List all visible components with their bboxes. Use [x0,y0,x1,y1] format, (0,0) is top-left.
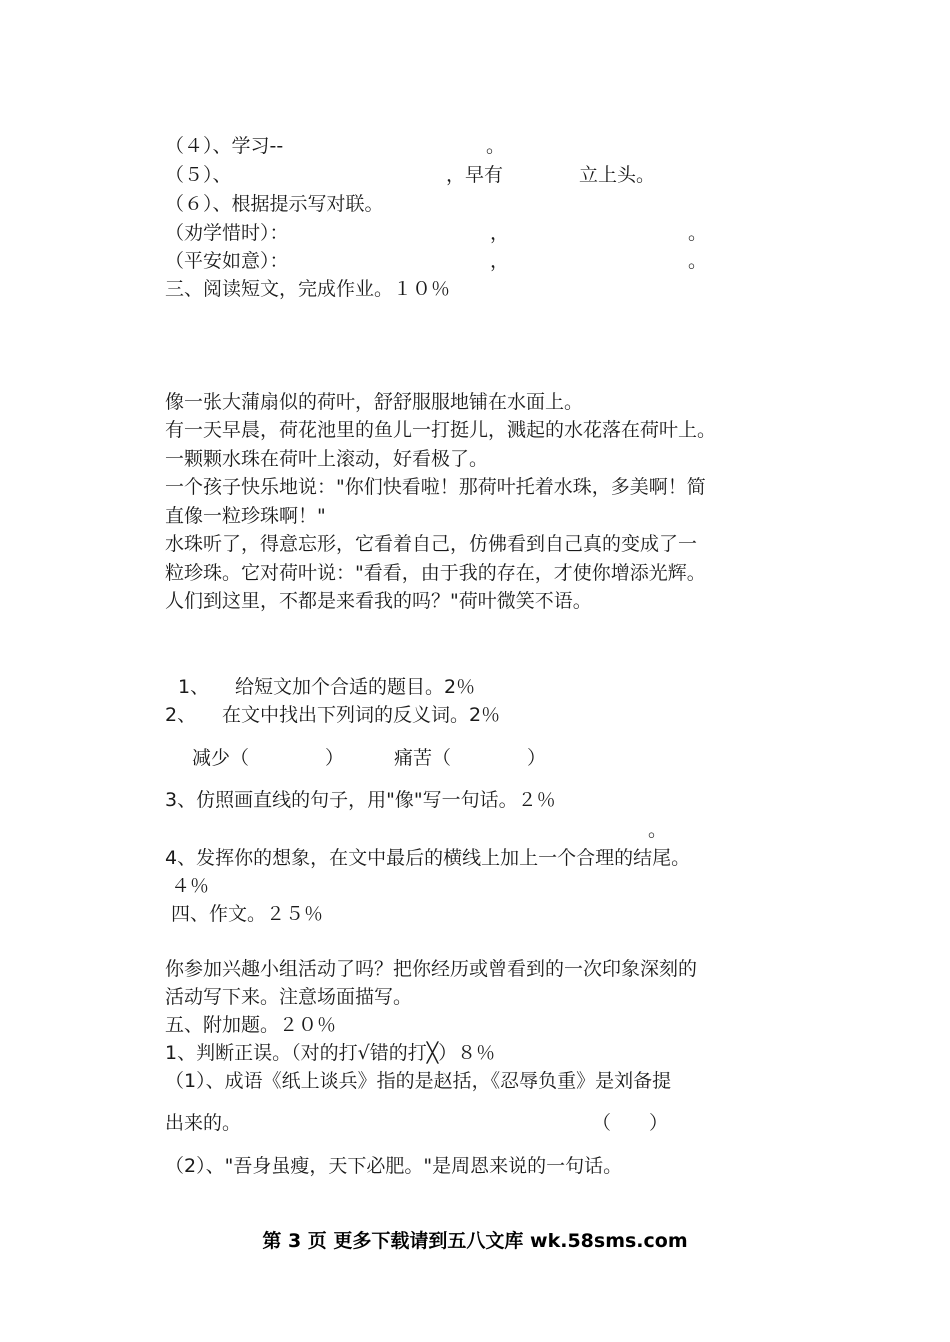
item-4-text: （４）、学习-- [165,135,284,157]
couplet-2-end: 。 [688,250,708,272]
section-4-heading: 四、作文。２５％ [171,903,324,925]
question-3-end: 。 [648,819,668,841]
question-1-number: 1、 [178,676,210,698]
question-4: 4、发挥你的想象，在文中最后的横线上加上一个合理的结尾。 [165,847,691,869]
couplet-1-label: （劝学惜时）： [165,222,289,244]
item-4-end: 。 [486,135,506,157]
judge-question: 1、判断正误。（对的打√错的打╳）８％ [165,1042,496,1064]
item-5-mid2: 立上头。 [579,164,656,186]
passage-line: 像一张大蒲扇似的荷叶，舒舒服服地铺在水面上。 [165,391,584,413]
question-2-text: 在文中找出下列词的反义词。2％ [222,704,501,726]
passage-line: 粒珍珠。它对荷叶说："看看，由于我的存在，才使你增添光辉。 [165,562,706,584]
antonym-paren-2: ） [527,747,547,769]
passage-line: 水珠听了，得意忘形，它看着自己，仿佛看到自己真的变成了一 [165,533,698,555]
page-footer: 第 3 页 更多下载请到五八文库 wk.58sms.com [262,1230,688,1252]
judge-item-1-cont: 出来的。 [165,1112,242,1134]
passage-line: 一个孩子快乐地说："你们快看啦！那荷叶托着水珠，多美啊！简 [165,476,706,498]
section-3-heading: 三、阅读短文，完成作业。１０％ [165,278,451,300]
item-5 [165,161,232,189]
couplet-1-comma: ， [490,222,510,244]
question-3: 3、仿照画直线的句子，用"像"写一句话。２％ [165,789,556,811]
item-5-text: （５）、 [165,164,232,186]
essay-prompt: 活动写下来。注意场面描写。 [165,986,413,1008]
couplet-1-end: 。 [688,222,708,244]
passage-line: 一颗颗水珠在荷叶上滚动，好看极了。 [165,448,489,470]
item-6: （６）、根据提示写对联。 [165,193,384,215]
antonym-word-1: 减少（ [192,747,250,769]
judge-item-2: （2）、"吾身虽瘦，天下必肥。"是周恩来说的一句话。 [165,1155,623,1177]
antonym-paren-1: ） [325,747,345,769]
question-2-number: 2、 [165,704,197,726]
question-4-score: ４％ [171,875,210,897]
question-1-text: 给短文加个合适的题目。2％ [235,676,476,698]
item-4 [165,132,283,160]
couplet-2-label: （平安如意）： [165,250,289,272]
antonym-word-2: 痛苦（ [394,747,452,769]
essay-prompt: 你参加兴趣小组活动了吗？把你经历或曾看到的一次印象深刻的 [165,958,698,980]
couplet-2-comma: ， [490,250,510,272]
judge-item-1: （1）、成语《纸上谈兵》指的是赵括，《忍辱负重》是刘备提 [165,1070,672,1092]
passage-line: 人们到这里，不都是来看我的吗？"荷叶微笑不语。 [165,590,592,612]
passage-line: 直像一粒珍珠啊！" [165,505,326,527]
section-5-heading: 五、附加题。２０％ [165,1014,337,1036]
answer-paren: （ ） [592,1112,669,1134]
item-5-mid1: ，早有 [446,164,504,186]
passage-line: 有一天早晨，荷花池里的鱼儿一打挺儿，溅起的水花落在荷叶上。 [165,419,717,441]
